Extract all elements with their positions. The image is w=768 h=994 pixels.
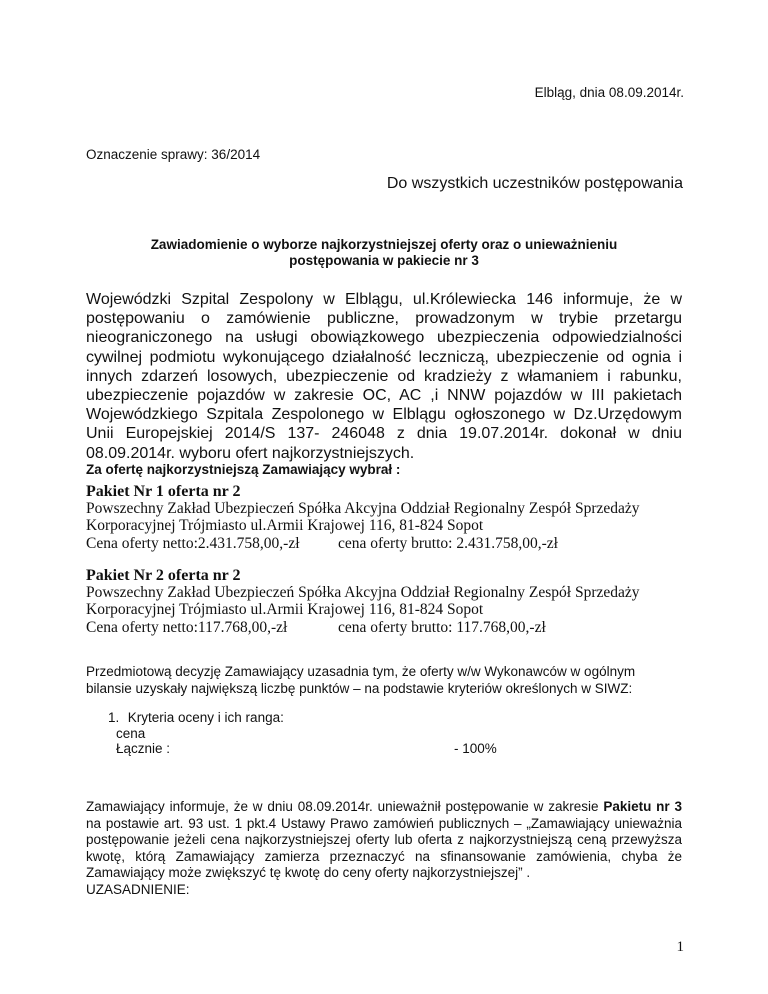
- case-reference: Oznaczenie sprawy: 36/2014: [86, 147, 261, 162]
- criteria-heading: Kryteria oceny i ich ranga:: [127, 710, 284, 725]
- justification-paragraph: Przedmiotową decyzję Zamawiający uzasadnia tym, że oferty w/w Wykonawców w ogólnym bilansie uzyskały największą liczbę punktów – na podstawie kryteriów określonych w SIWZ:: [86, 664, 636, 696]
- selected-offers-heading: Za ofertę najkorzystniejszą Zamawiający wybrał :: [86, 462, 401, 477]
- pakiet-heading: Pakiet Nr 2 oferta nr 2: [86, 567, 241, 584]
- pakiet-address-line: Korporacyjnej Trójmiasto ul.Armii Krajowej 116, 81-824 Sopot: [86, 601, 484, 619]
- criteria-total-row: [108, 741, 497, 757]
- annulment-text-part-1: Zamawiający informuje, że w dniu 08.09.2014r. unieważnił postępowanie w zakresie: [86, 799, 604, 814]
- annulment-text-part-2: na postawie art. 93 ust. 1 pkt.4 Ustawy Prawo zamówień publicznych – „Zamawiający unieważnia postępowanie jeżeli cena najkorzystniejszej oferty lub oferta z najkorzystniejszą ceną przewyższa kwotę, którą Zamawiający zamierza przeznaczyć na sfinansowanie zamówienia, chyba że Zamawiający może zwiększyć tę kwotę do ceny oferty najkorzystniejszej” .: [86, 815, 682, 880]
- pakiet-price-row: [86, 535, 686, 552]
- pakiet-company-line: Powszechny Zakład Ubezpieczeń Spółka Akcyjna Oddział Regionalny Zespół Sprzedaży: [86, 500, 640, 518]
- addressee: Do wszystkich uczestników postępowania: [386, 175, 683, 192]
- pakiet-heading: Pakiet Nr 1 oferta nr 2: [86, 483, 241, 500]
- title-line-1: Zawiadomienie o wyborze najkorzystniejszej oferty oraz o unieważnieniu: [150, 237, 618, 252]
- pakiet-company-line: Powszechny Zakład Ubezpieczeń Spółka Akcyjna Oddział Regionalny Zespół Sprzedaży: [86, 584, 640, 602]
- criteria-heading-row: [108, 710, 284, 726]
- page-number: 1: [676, 939, 684, 955]
- pakiet-price-brutto: cena oferty brutto: 117.768,00,-zł: [338, 618, 546, 636]
- pakiet-price-netto: Cena oferty netto:2.431.758,00,-zł: [86, 534, 300, 552]
- annulment-pakiet-ref: Pakietu nr 3: [603, 799, 682, 814]
- intro-paragraph: Wojewódzki Szpital Zespolony w Elblągu, ul.Królewiecka 146 informuje, że w postępowaniu o zamówienie publiczne, prowadzonym w trybie przetargu nieograniczonego na usługi obowiązkowego ubezpieczenia odpowiedzialności cywilnej podmiotu wykonującego działalność leczniczą, ubezpieczenie od ognia i innych zdarzeń losowych, ubezpieczenie od kradzieży z włamaniem i rabunku, ubezpieczenie pojazdów w zakresie OC, AC ,i NNW pojazdów w III pakietach Wojewódzkiego Szpitala Zespolonego w Elblągu ogłoszonego w Dz.Urzędowym Unii Europejskiej 2014/S 137- 246048 z dnia 19.07.2014r. dokonał w dniu 08.09.2014r. wyboru ofert najkorzystniejszych.: [86, 291, 682, 462]
- criteria-total-label: Łącznie :: [116, 741, 171, 756]
- criteria-total-value: - 100%: [454, 741, 497, 756]
- pakiet-price-netto: Cena oferty netto:117.768,00,-zł: [86, 618, 288, 636]
- pakiet-2-block: [86, 567, 686, 636]
- pakiet-price-row: [86, 619, 686, 636]
- pakiet-price-brutto: cena oferty brutto: 2.431.758,00,-zł: [338, 534, 558, 552]
- title-line-2: postępowania w pakiecie nr 3: [289, 253, 479, 268]
- uzasadnienie-heading: UZASADNIENIE:: [86, 881, 190, 897]
- criteria-list: [108, 710, 497, 757]
- document-title: [86, 237, 682, 269]
- annulment-paragraph: [86, 799, 682, 898]
- pakiet-1-block: [86, 483, 686, 552]
- list-number: 1.: [108, 710, 120, 725]
- pakiet-address-line: Korporacyjnej Trójmiasto ul.Armii Krajowej 116, 81-824 Sopot: [86, 517, 484, 535]
- criteria-item: cena: [116, 725, 146, 741]
- document-date: Elbląg, dnia 08.09.2014r.: [534, 85, 684, 100]
